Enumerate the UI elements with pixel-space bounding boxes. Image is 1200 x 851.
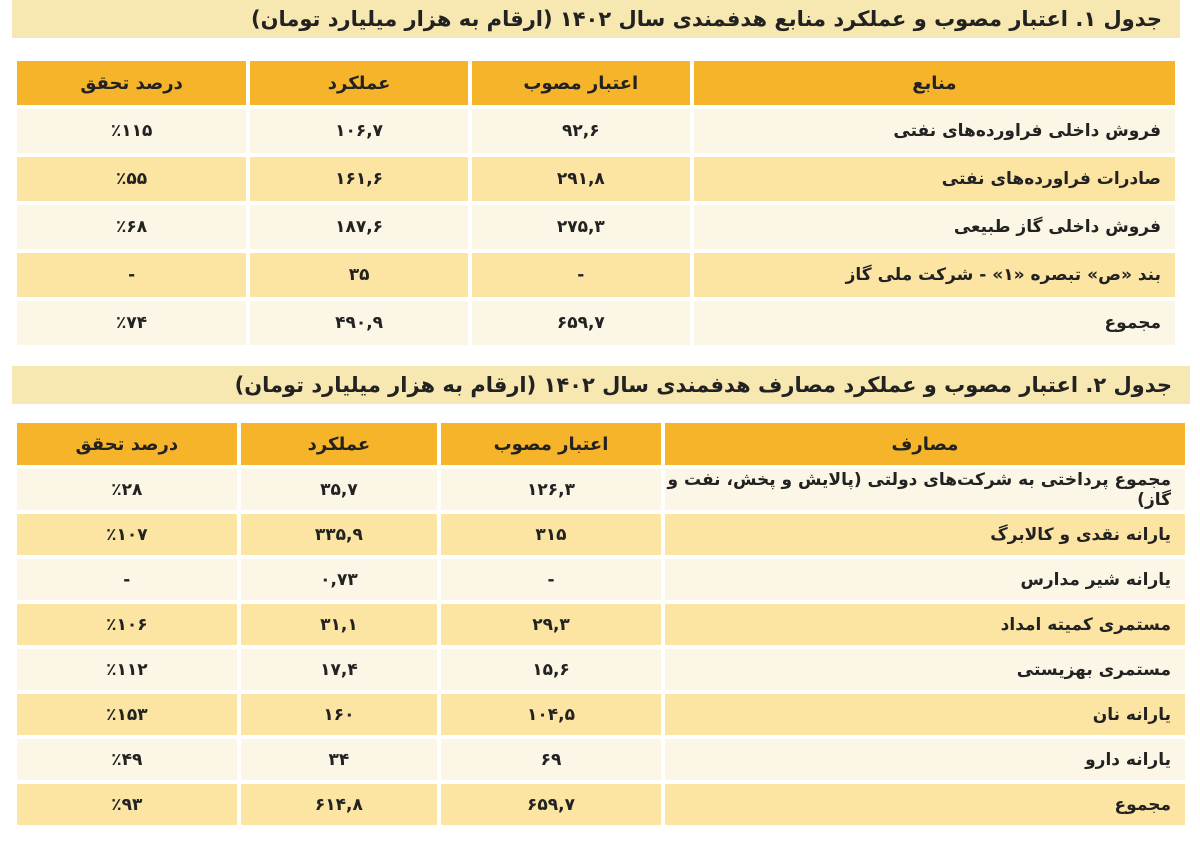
table-row <box>17 157 1175 201</box>
realization-cell: ٪۱۰۶ <box>17 604 237 645</box>
performance-cell: ۳۴ <box>241 739 438 780</box>
performance-cell: ۱۸۷,۶ <box>250 205 468 249</box>
table-header-row <box>17 61 1175 105</box>
performance-cell: ۱۶۱,۶ <box>250 157 468 201</box>
expenditures-table <box>13 419 1189 829</box>
column-header-performance: عملکرد <box>241 423 438 465</box>
table1-title: جدول ۱. اعتبار مصوب و عملکرد منابع هدفمندی سال ۱۴۰۲ (ارقام به هزار میلیارد تومان) <box>12 0 1180 38</box>
realization-cell: ٪۲۸ <box>17 469 237 510</box>
approved-cell: ۶۵۹,۷ <box>472 301 690 345</box>
row-label: مستمری بهزیستی <box>665 649 1185 690</box>
table-row <box>17 604 1185 645</box>
performance-cell: ۳۵ <box>250 253 468 297</box>
realization-cell: ٪۱۱۵ <box>17 109 246 153</box>
table-row <box>17 739 1185 780</box>
column-header-expenditures: مصارف <box>665 423 1185 465</box>
table-header-row <box>17 423 1185 465</box>
performance-cell: ۱۷,۴ <box>241 649 438 690</box>
approved-cell: ۲۹,۳ <box>441 604 661 645</box>
row-label: فروش داخلی گاز طبیعی <box>694 205 1175 249</box>
row-label: مجموع پرداختی به شرکت‌های دولتی (پالایش و پخش، نفت و گاز) <box>665 469 1185 510</box>
performance-cell: ۶۱۴,۸ <box>241 784 438 825</box>
performance-cell: ۳۱,۱ <box>241 604 438 645</box>
column-header-resources: منابع <box>694 61 1175 105</box>
approved-cell: - <box>472 253 690 297</box>
row-label: مجموع <box>665 784 1185 825</box>
table2-title: جدول ۲. اعتبار مصوب و عملکرد مصارف هدفمندی سال ۱۴۰۲ (ارقام به هزار میلیارد تومان) <box>12 366 1190 404</box>
table-row <box>17 514 1185 555</box>
approved-cell: ۲۷۵,۳ <box>472 205 690 249</box>
approved-cell: ۶۵۹,۷ <box>441 784 661 825</box>
approved-cell: ۳۱۵ <box>441 514 661 555</box>
row-label: صادرات فراورده‌های نفتی <box>694 157 1175 201</box>
column-header-realization: درصد تحقق <box>17 61 246 105</box>
performance-cell: ۴۹۰,۹ <box>250 301 468 345</box>
performance-cell: ۱۰۶,۷ <box>250 109 468 153</box>
realization-cell: ٪۱۱۲ <box>17 649 237 690</box>
realization-cell: - <box>17 559 237 600</box>
row-label: مجموع <box>694 301 1175 345</box>
realization-cell: ٪۴۹ <box>17 739 237 780</box>
performance-cell: ۳۵,۷ <box>241 469 438 510</box>
row-label: یارانه نان <box>665 694 1185 735</box>
realization-cell: ٪۵۵ <box>17 157 246 201</box>
column-header-performance: عملکرد <box>250 61 468 105</box>
realization-cell: - <box>17 253 246 297</box>
table-row <box>17 694 1185 735</box>
row-label: یارانه دارو <box>665 739 1185 780</box>
realization-cell: ٪۱۵۳ <box>17 694 237 735</box>
performance-cell: ۳۳۵,۹ <box>241 514 438 555</box>
realization-cell: ٪۹۳ <box>17 784 237 825</box>
column-header-approved: اعتبار مصوب <box>441 423 661 465</box>
approved-cell: ۶۹ <box>441 739 661 780</box>
row-label: یارانه نقدی و کالابرگ <box>665 514 1185 555</box>
approved-cell: ۱۲۶,۳ <box>441 469 661 510</box>
column-header-approved: اعتبار مصوب <box>472 61 690 105</box>
table-total-row <box>17 301 1175 345</box>
table-row <box>17 109 1175 153</box>
realization-cell: ٪۱۰۷ <box>17 514 237 555</box>
table-row <box>17 559 1185 600</box>
realization-cell: ٪۷۴ <box>17 301 246 345</box>
table-row <box>17 469 1185 510</box>
resources-table <box>13 57 1179 349</box>
row-label: مستمری کمیته امداد <box>665 604 1185 645</box>
row-label: بند «ص» تبصره «۱» - شرکت ملی گاز <box>694 253 1175 297</box>
approved-cell: ۲۹۱,۸ <box>472 157 690 201</box>
approved-cell: ۱۵,۶ <box>441 649 661 690</box>
column-header-realization: درصد تحقق <box>17 423 237 465</box>
approved-cell: ۹۲,۶ <box>472 109 690 153</box>
performance-cell: ۱۶۰ <box>241 694 438 735</box>
table-row <box>17 649 1185 690</box>
performance-cell: ۰,۷۳ <box>241 559 438 600</box>
approved-cell: - <box>441 559 661 600</box>
table-row <box>17 253 1175 297</box>
row-label: یارانه شیر مدارس <box>665 559 1185 600</box>
table-total-row <box>17 784 1185 825</box>
realization-cell: ٪۶۸ <box>17 205 246 249</box>
row-label: فروش داخلی فراورده‌های نفتی <box>694 109 1175 153</box>
table-row <box>17 205 1175 249</box>
approved-cell: ۱۰۴,۵ <box>441 694 661 735</box>
